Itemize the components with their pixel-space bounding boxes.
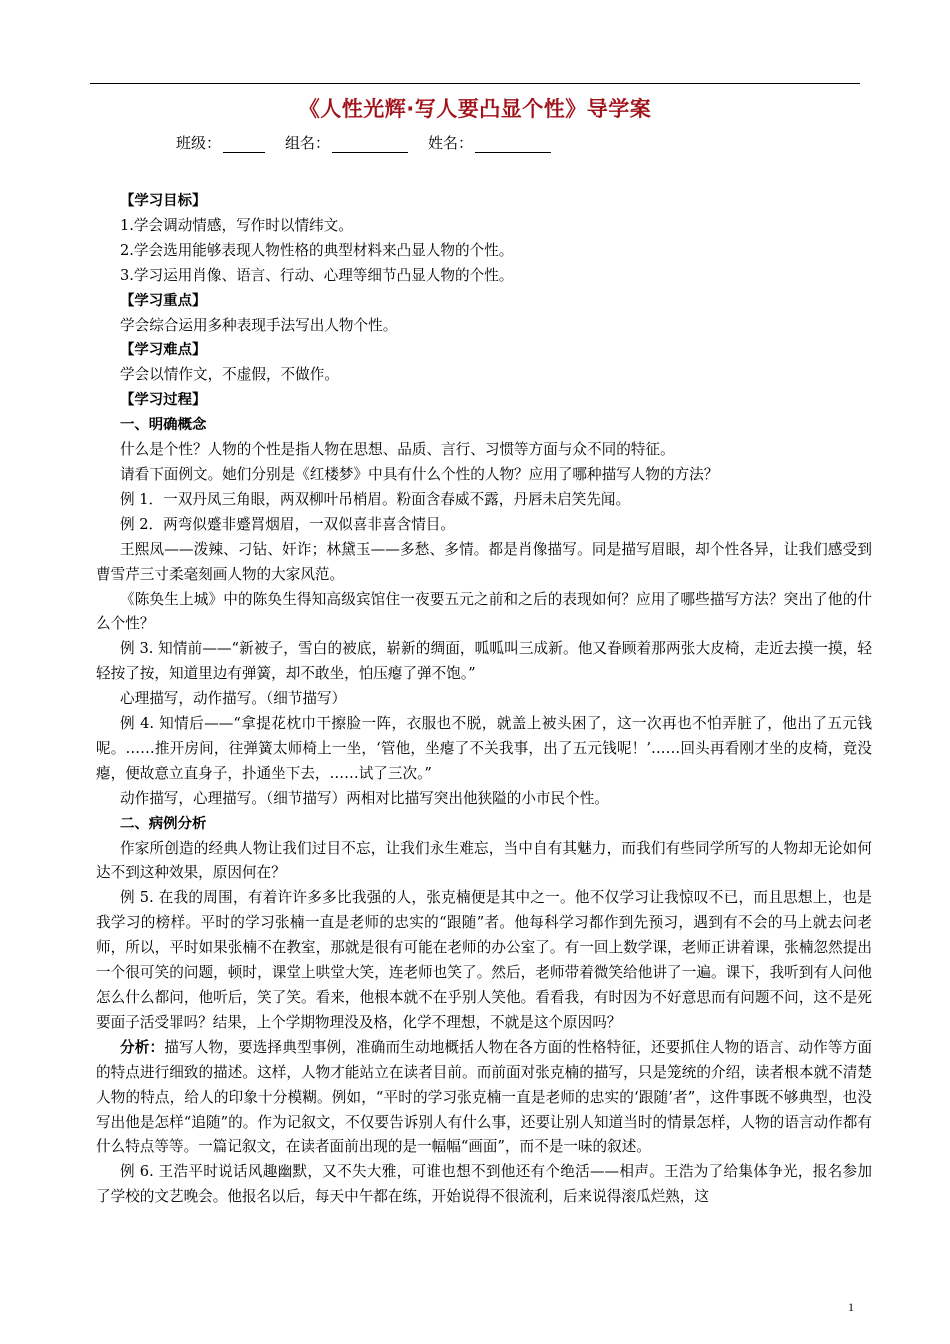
document-body: [96, 189, 872, 1210]
page-number: 1: [848, 1300, 854, 1314]
paragraph: 王熙凤——泼辣、刁钻、奸诈；林黛玉——多愁、多情。都是肖像描写。同是描写眉眼，却个性各异，让我们感受到曹雪芹三寸柔毫刻画人物的大家风范。: [96, 540, 872, 583]
example-6: 例 6. 王浩平时说话风趣幽默，又不失大雅，可谁也想不到他还有个绝活——相声。王浩为了给集体争光，报名参加了学校的文艺晚会。他报名以后，每天中午都在练，开始说得不很流利，后来说得滚瓜烂熟，这: [96, 1163, 872, 1206]
objective-item: 3.学习运用肖像、语言、行动、心理等细节凸显人物的个性。: [120, 266, 514, 284]
objectives-heading: 【学习目标】: [120, 193, 207, 209]
paragraph: 动作描写，心理描写。（细节描写）两相对比描写突出他狭隘的小市民个性。: [120, 789, 609, 807]
objective-item: 2.学会选用能够表现人物性格的典型材料来凸显人物的个性。: [120, 241, 514, 259]
part1-heading: 一、明确概念: [120, 417, 207, 434]
paragraph: 例 1．一双丹凤三角眼，两双柳叶吊梢眉。粉面含春威不露，丹唇未启笑先闻。: [120, 490, 631, 508]
analysis-label: 分析：: [120, 1038, 165, 1056]
analysis-text: 描写人物，要选择典型事例，准确而生动地概括人物在各方面的性格特征，还要抓住人物的语言、动作等方面的特点进行细致的描述。这样，人物才能站立在读者目前。而前面对张克楠的描写，只是笼统的介绍，读者根本就不清楚人物的特点，给人的印象十分模糊。例如，“平时的学习张克楠一直是老师的忠实的‘跟随’者”，这件事既不够典型，也没写出他是怎样“追随”的。作为记叙文，不仅要告诉别人有什么事，还要让别人知道当时的情景怎样，人物的语言动作都有什么特点等等。一篇记叙文，在读者面前出现的是一幅幅“画面”，而不是一味的叙述。: [96, 1038, 872, 1156]
process-heading: 【学习过程】: [120, 392, 207, 409]
paragraph: 心理描写，动作描写。（细节描写）: [120, 690, 347, 708]
paragraph: 作家所创造的经典人物让我们过目不忘，让我们永生难忘，当中自有其魅力，而我们有些同学所写的人物却无论如何达不到这种效果，原因何在？: [96, 839, 872, 882]
analysis-paragraph: [96, 1036, 872, 1161]
name-blank[interactable]: [475, 136, 551, 153]
student-info-line: [176, 132, 551, 153]
focus-text: 学会综合运用多种表现手法写出人物个性。: [120, 316, 398, 334]
document-title: 《人性光辉·写人要凸显个性》导学案: [298, 97, 652, 121]
difficulty-heading: 【学习难点】: [120, 342, 207, 359]
focus-heading: 【学习重点】: [120, 292, 207, 309]
class-blank[interactable]: [223, 136, 265, 153]
objective-item: 1.学会调动情感，写作时以情纬文。: [120, 216, 353, 234]
name-label: 姓名：: [428, 134, 474, 152]
paragraph: 请看下面例文。她们分别是《红楼梦》中具有什么个性的人物？应用了哪种描写人物的方法？: [120, 465, 719, 483]
part2-heading: 二、病例分析: [120, 815, 207, 832]
group-label: 组名：: [285, 134, 331, 152]
header-rule: [90, 83, 860, 84]
group-blank[interactable]: [332, 136, 408, 153]
example-5: 例 5. 在我的周围，有着许许多多比我强的人，张克楠便是其中之一。他不仅学习让我惊叹不已，而且思想上，也是我学习的榜样。平时的学习张楠一直是老师的忠实的“跟随”者。他每科学习都作到先预习，遇到有不会的马上就去问老师，所以，平时如果张楠不在教室，那就是很有可能在老师的办公室了。有一回上数学课，老师正讲着课，张楠忽然提出一个很可笑的问题，顿时，课堂上哄堂大笑，连老师也笑了。然后，老师带着微笑给他讲了一遍。课下，我听到有人问他怎么什么都问，他听后，笑了笑。看来，他根本就不在乎别人笑他。看看我，有时因为不好意思而有问题不问，这不是死要面子活受罪吗？结果，上个学期物理没及格，化学不理想，不就是这个原因吗？: [96, 889, 872, 1031]
paragraph: 例 2．两弯似蹙非蹙罥烟眉，一双似喜非喜含情目。: [120, 515, 455, 533]
paragraph: 例 3. 知情前——“新被子，雪白的被底，崭新的绸面，呱呱叫三成新。他又眷顾着那两张大皮椅，走近去摸一摸，轻轻按了按，知道里边有弹簧，却不敢坐，怕压瘪了弹不饱。”: [96, 640, 872, 683]
paragraph: 例 4. 知情后——“拿提花枕巾干擦脸一阵，衣服也不脱，就盖上被头困了，这一次再也不怕弄脏了，他出了五元钱呢。……推开房间，往弹簧太师椅上一坐，‘管他，坐瘪了不关我事，出了五元钱呢！’……回头再看刚才坐的皮椅，竟没瘪，便故意立直身子，扑通坐下去，……试了三次。”: [96, 715, 872, 782]
paragraph: 什么是个性？人物的个性是指人物在思想、品质、言行、习惯等方面与众不同的特征。: [120, 441, 675, 459]
paragraph: 《陈奂生上城》中的陈奂生得知高级宾馆住一夜要五元之前和之后的表现如何？应用了哪些描写方法？突出了他的什么个性？: [96, 590, 872, 633]
difficulty-text: 学会以情作文，不虚假，不做作。: [120, 366, 339, 384]
class-label: 班级：: [176, 134, 222, 152]
